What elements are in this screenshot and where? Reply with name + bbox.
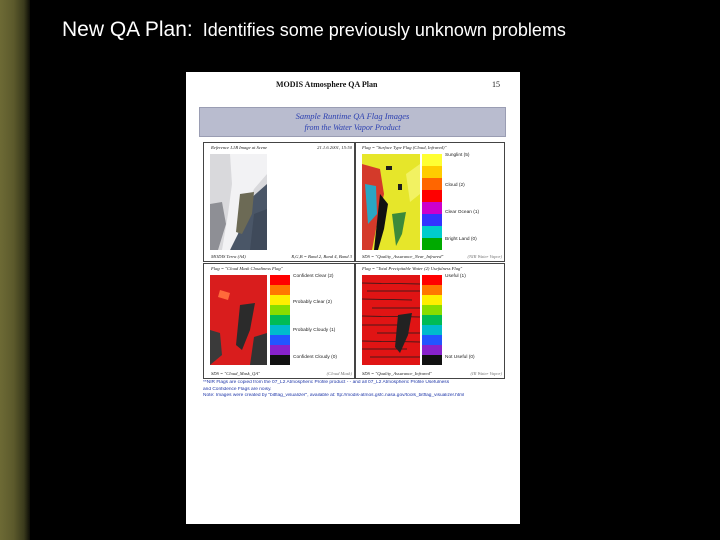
legend-label: Cloud (2): [445, 183, 465, 188]
flag-color-scale: [422, 154, 442, 250]
panel-caption-top: Flag = "Total Precipitable Water (2) Usefulness Flag": [362, 266, 463, 271]
panel-surface-type-flag: [355, 142, 505, 262]
flag-color-scale: [422, 275, 442, 365]
slide-title: [62, 18, 566, 42]
legend-label: Probably Clear (2): [293, 300, 332, 305]
slide-title-main: New QA Plan:: [62, 18, 193, 41]
panel-caption-bottom: SDS = "Quality_Assurance_Near_Infrared": [362, 254, 444, 259]
footnote-line: and Confidence Flags are noisy.: [203, 386, 272, 392]
panel-caption-bottom-right: R,G,B = Band 2, Band 4, Band 3: [291, 254, 352, 259]
document-header-title: MODIS Atmosphere QA Plan: [276, 80, 378, 89]
footnote-line: Note: Images were created by "bitflag_visualizer", available at: ftp://modis-atmos.gsfc.nasa.gov/tools_bitflag_visualizer.html: [203, 393, 465, 398]
slide-sidebar-stripe: [0, 0, 30, 540]
legend-label: Clear Ocean (1): [445, 210, 480, 215]
legend-label: Confident Cloudy (0): [293, 355, 337, 360]
panel-caption-bottom: SDS = "Cloud_Mask_QA": [211, 371, 261, 376]
legend-label: Bright Land (0): [445, 237, 477, 242]
legend-label: Confident Clear (2): [293, 274, 334, 279]
legend-label: Sunglint (5): [445, 153, 470, 158]
banner-line-1: Sample Runtime QA Flag Images: [295, 111, 410, 121]
cloud-mask-flag-image: [210, 275, 267, 365]
panel-reference-image: [203, 142, 355, 262]
panel-caption-bottom-right: (NIR Water Vapor): [467, 254, 502, 259]
document-banner: [199, 107, 506, 137]
true-color-satellite-image: [210, 154, 267, 250]
legend-label: Useful (1): [445, 274, 466, 279]
flag-color-scale: [270, 275, 290, 365]
surface-type-flag-image: [362, 154, 420, 250]
document-footnote: [203, 380, 503, 400]
document-header: [186, 76, 520, 94]
document-page-number: 15: [492, 80, 500, 89]
document-page: [186, 72, 520, 524]
panel-caption-bottom-right: (Cloud Mask): [326, 371, 352, 376]
slide-title-sub: Identifies some previously unknown problems: [202, 20, 566, 40]
panel-caption-top: Reference L1B Image at Scene: [211, 145, 268, 150]
panel-precipitable-water-flag: [355, 263, 505, 379]
panel-caption-bottom: MODIS Terra (A4): [211, 254, 246, 259]
legend-label: Probably Cloudy (1): [293, 328, 336, 333]
panel-cloud-mask-flag: [203, 263, 355, 379]
footnote-line: **NIR Flags are copied from the 07_L2 Atmospheric Profile product - - and all 07_L2 Atmospheric Profile Usefulness: [203, 380, 450, 385]
panel-caption-bottom: SDS = "Quality_Assurance_Infrared": [362, 371, 432, 376]
precipitable-water-flag-image: [362, 275, 420, 365]
panel-caption-top: Flag = "Cloud Mask Cloudiness Flag": [211, 266, 283, 271]
panel-caption-top: Flag = "Surface Type Flag (Cloud, Infrared)": [362, 145, 447, 150]
panel-caption-top-right: 21.1.6 2001, 15:50: [317, 145, 352, 150]
legend-label: Not Useful (0): [445, 355, 475, 360]
panel-caption-bottom-right: (IR Water Vapor): [470, 371, 502, 376]
banner-line-2: from the Water Vapor Product: [304, 123, 401, 132]
